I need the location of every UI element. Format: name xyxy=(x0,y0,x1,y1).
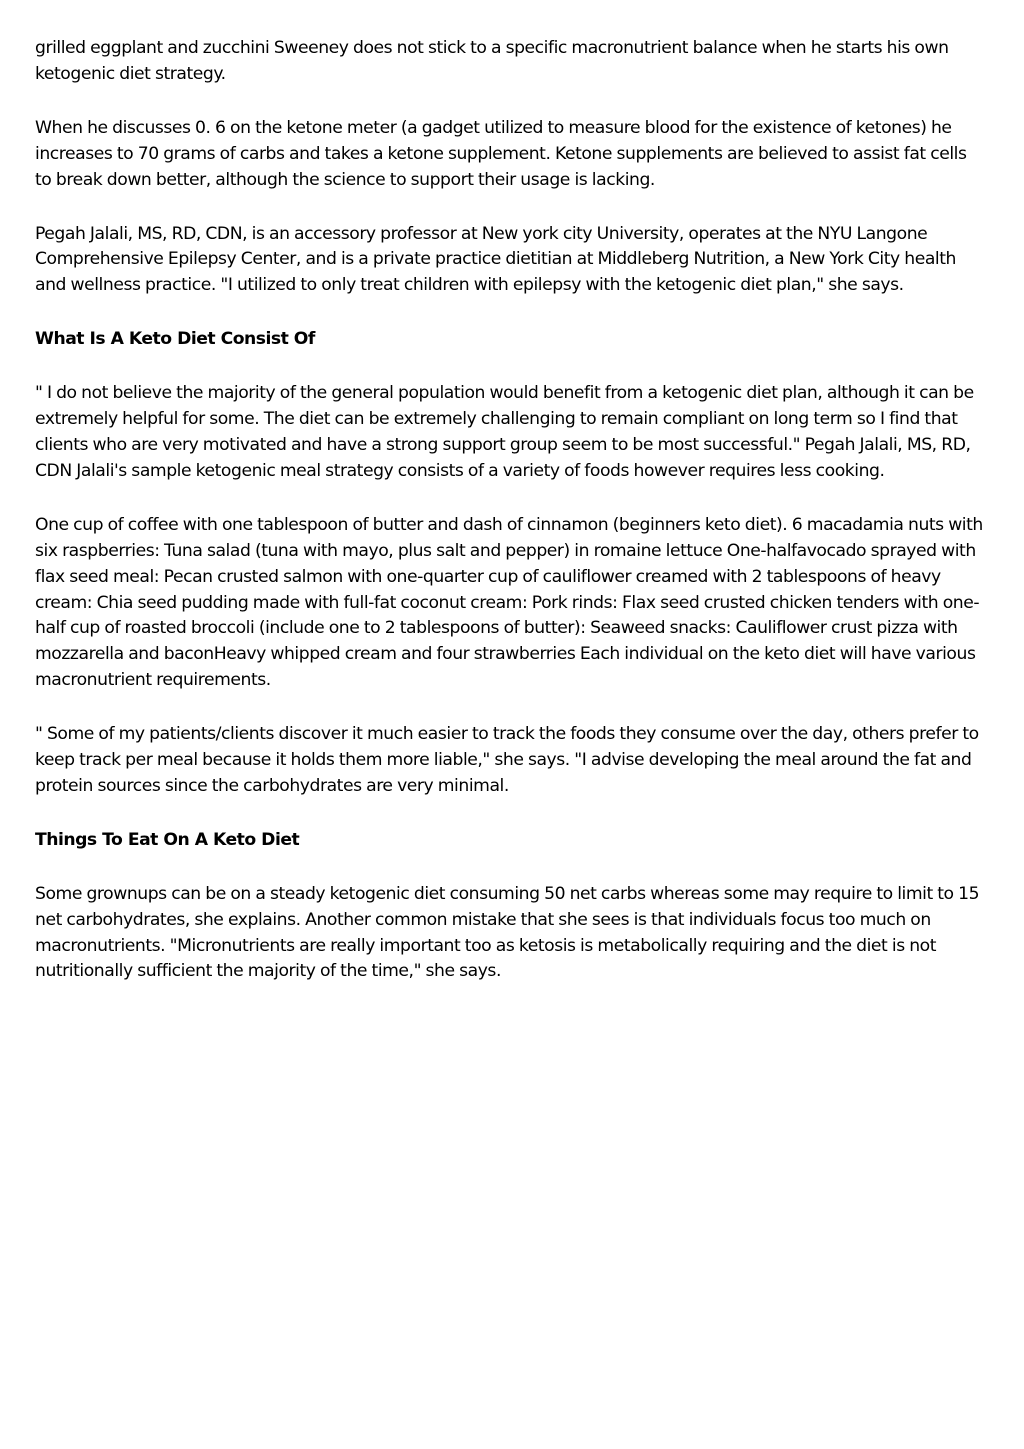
heading-what-is-keto: What Is A Keto Diet Consist Of xyxy=(35,329,315,350)
paragraph-general-population: " I do not believe the majority of the general population would benefit from a ketogenic diet plan, although it can be extremely helpful for some. The diet can be extremely challenging to remain compliant on long term so I find that clients who are very motivated and have a strong support group seem to be most successful." Pegah Jalali, MS, RD, CDN Jalali's sample ketogenic meal strategy consists of a variety of foods however requires less cooking. xyxy=(35,383,974,481)
paragraph-sample-meals: One cup of coffee with one tablespoon of butter and dash of cinnamon (beginners keto diet). 6 macadamia nuts with six raspberries: Tuna salad (tuna with mayo, plus salt and pepper) in romaine lettuce One-halfavocado sprayed with flax seed meal: Pecan crusted salmon with one-quarter cup of cauliflower creamed with 2 tablespoons of heavy cream: Chia seed pudding made with full-fat coconut cream: Pork rinds: Flax seed crusted chicken tenders with one-half cup of roasted broccoli (include one to 2 tablespoons of butter): Seaweed snacks: Cauliflower crust pizza with mozzarella and baconHeavy whipped cream and four strawberries Each individual on the keto diet will have various macronutrient requirements. xyxy=(35,514,983,691)
heading-things-to-eat: Things To Eat On A Keto Diet xyxy=(35,829,300,850)
paragraph-tracking-foods: " Some of my patients/clients discover it much easier to track the foods they consume over the day, others prefer to keep track per meal because it holds them more liable," she says. "I advise developing the meal around the fat and protein sources since the carbohydrates are very minimal. xyxy=(35,724,979,796)
paragraph-ketone-meter: When he discusses 0. 6 on the ketone meter (a gadget utilized to measure blood for the existence of ketones) he increases to 70 grams of carbs and takes a ketone supplement. Ketone supplements are believed to assist fat cells to break down better, although the science to support their usage is lacking. xyxy=(35,117,967,190)
paragraph-eggplant-zucchini: grilled eggplant and zucchini Sweeney does not stick to a specific macronutrient balance when he starts his own ketogenic diet strategy. xyxy=(35,38,949,84)
paragraph-pegah-jalali: Pegah Jalali, MS, RD, CDN, is an accessory professor at New york city University, operates at the NYU Langone Comprehensive Epilepsy Center, and is a private practice dietitian at Middleberg Nutrition, a New York City health and wellness practice. "I utilized to only treat children with epilepsy with the ketogenic diet plan," she says. xyxy=(35,223,956,296)
paragraph-net-carbs: Some grownups can be on a steady ketogenic diet consuming 50 net carbs whereas some may require to limit to 15 net carbohydrates, she explains. Another common mistake that she sees is that individuals focus too much on macronutrients. "Micronutrients are really important too as ketosis is metabolically requiring and the diet is not nutritionally sufficient the majority of the time," she says. xyxy=(35,883,980,982)
